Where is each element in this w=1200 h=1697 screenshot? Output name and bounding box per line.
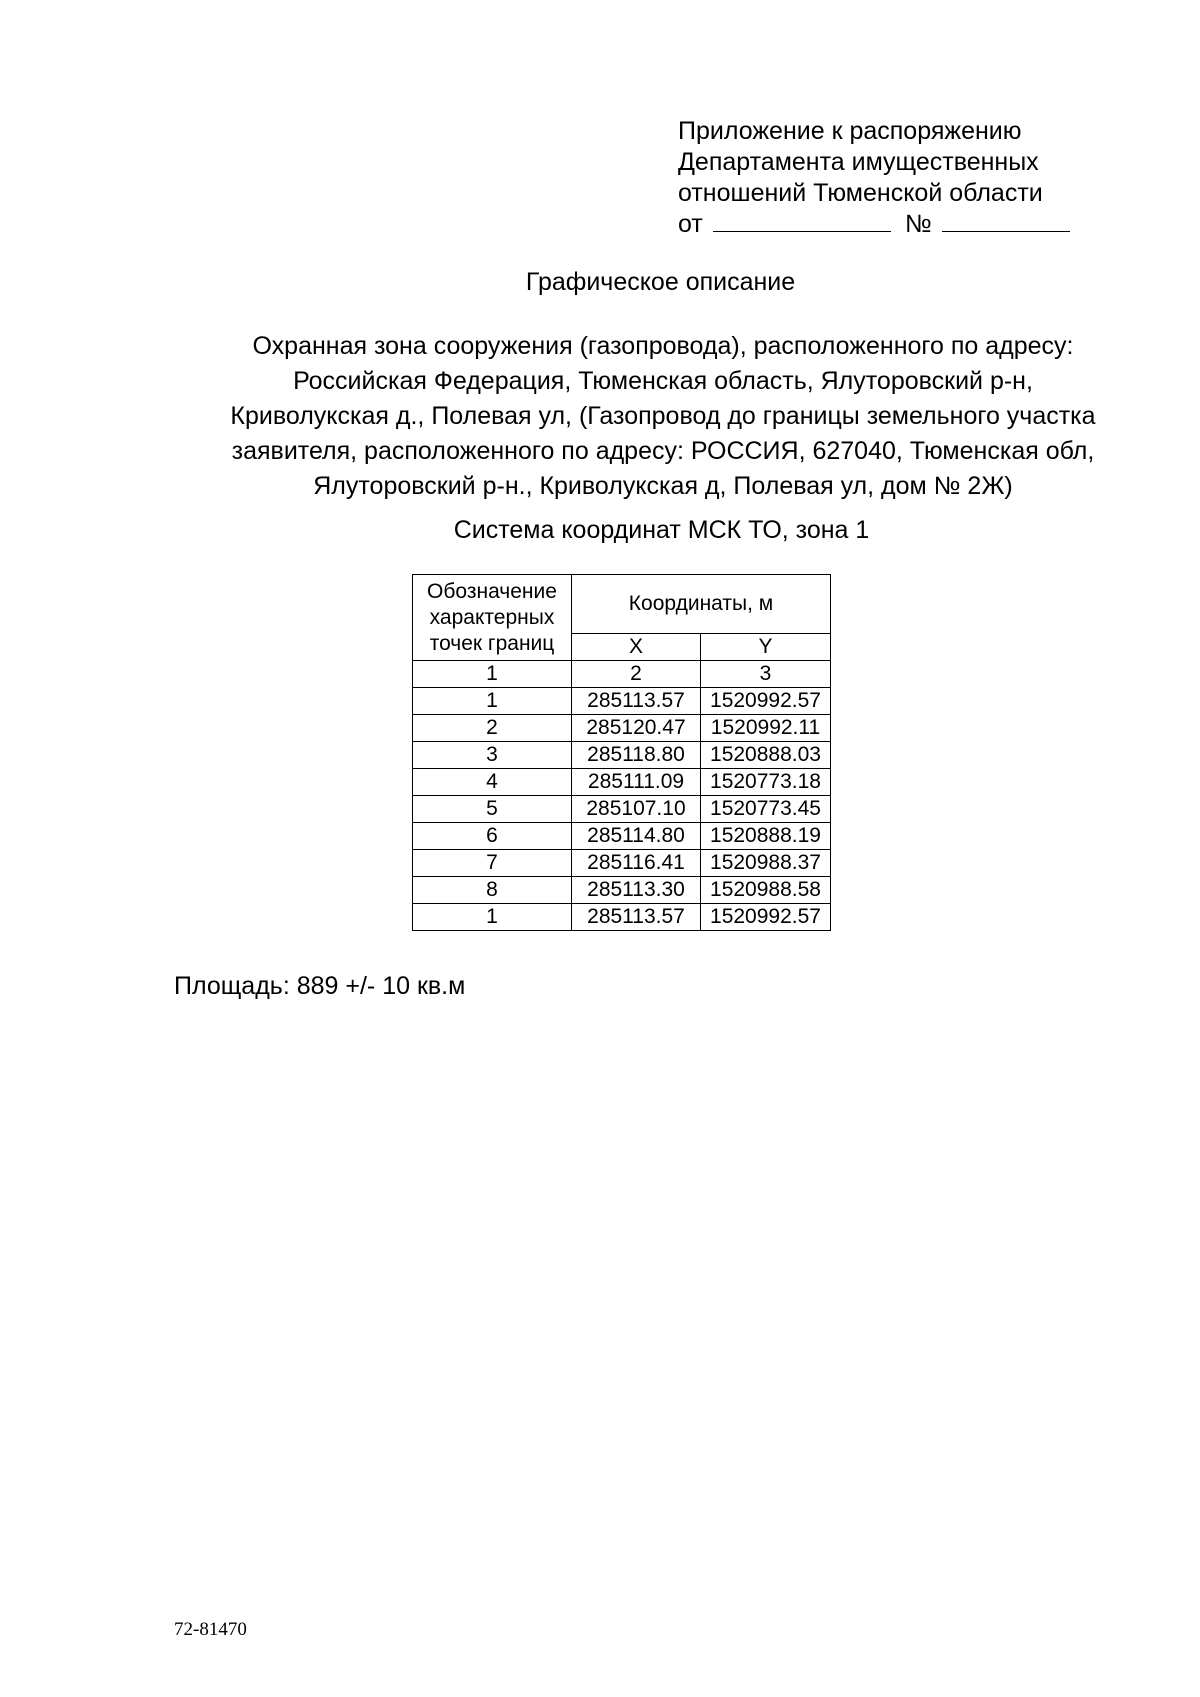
table-row	[413, 688, 831, 715]
object-line: Криволукская д., Полевая ул, (Газопровод до границы земельного участка	[230, 402, 1096, 430]
object-line: Ялуторовский р-н., Криволукская д, Полевая ул, дом № 2Ж)	[313, 472, 1013, 500]
table-row	[413, 850, 831, 877]
y-cell: 1520992.11	[701, 715, 831, 742]
point-cell: 1	[413, 688, 572, 715]
coordinate-system: Система координат МСК ТО, зона 1	[453, 516, 870, 544]
header-x-cell: X	[572, 634, 701, 661]
approval-line: Департамента имущественных	[678, 148, 1039, 176]
column-number-cell: 3	[701, 661, 831, 688]
y-cell: 1520988.58	[701, 877, 831, 904]
y-cell: 1520992.57	[701, 688, 831, 715]
table-row	[413, 769, 831, 796]
number-blank	[942, 209, 1070, 232]
table-row	[413, 715, 831, 742]
y-cell: 1520988.37	[701, 850, 831, 877]
point-cell: 4	[413, 769, 572, 796]
object-description	[200, 329, 1126, 504]
approval-line: Приложение к распоряжению	[678, 117, 1022, 145]
header-point-cell	[413, 575, 572, 661]
table-column-numbers-row	[413, 661, 831, 688]
y-cell: 1520888.19	[701, 823, 831, 850]
x-cell: 285114.80	[572, 823, 701, 850]
date-blank	[713, 209, 891, 232]
object-line: Российская Федерация, Тюменская область, Ялуторовский р-н,	[293, 367, 1033, 395]
registration-number: 72-81470	[174, 1619, 247, 1640]
approval-date-number-line	[678, 209, 1070, 240]
y-cell: 1520992.57	[701, 904, 831, 931]
x-cell: 285111.09	[572, 769, 701, 796]
approval-block	[678, 116, 1070, 240]
y-cell: 1520888.03	[701, 742, 831, 769]
point-cell: 5	[413, 796, 572, 823]
header-point-line: характерных	[429, 605, 555, 629]
y-cell: 1520773.18	[701, 769, 831, 796]
point-cell: 6	[413, 823, 572, 850]
table-row	[413, 904, 831, 931]
table-row	[413, 796, 831, 823]
from-label: от	[678, 210, 703, 238]
header-point-line: точек границ	[429, 631, 555, 655]
area-text: Площадь: 889 +/- 10 кв.м	[174, 972, 466, 1000]
x-cell: 285107.10	[572, 796, 701, 823]
table-row	[413, 823, 831, 850]
table-row	[413, 877, 831, 904]
point-cell: 3	[413, 742, 572, 769]
column-number-cell: 1	[413, 661, 572, 688]
x-cell: 285116.41	[572, 850, 701, 877]
column-number-cell: 2	[572, 661, 701, 688]
x-cell: 285113.57	[572, 904, 701, 931]
coordinates-table	[412, 574, 831, 931]
point-cell: 7	[413, 850, 572, 877]
point-cell: 8	[413, 877, 572, 904]
x-cell: 285113.30	[572, 877, 701, 904]
document-title: Графическое описание	[525, 268, 796, 296]
number-label: №	[904, 210, 932, 238]
header-y-cell: Y	[701, 634, 831, 661]
x-cell: 285120.47	[572, 715, 701, 742]
approval-line: отношений Тюменской области	[678, 179, 1043, 207]
header-point-line: Обозначение	[427, 579, 557, 603]
x-cell: 285118.80	[572, 742, 701, 769]
point-cell: 1	[413, 904, 572, 931]
object-line: Охранная зона сооружения (газопровода), расположенного по адресу:	[252, 332, 1074, 360]
y-cell: 1520773.45	[701, 796, 831, 823]
x-cell: 285113.57	[572, 688, 701, 715]
table-row	[413, 742, 831, 769]
header-coords-cell: Координаты, м	[572, 575, 831, 634]
table-header-row	[413, 575, 831, 634]
object-line: заявителя, расположенного по адресу: РОССИЯ, 627040, Тюменская обл,	[231, 437, 1095, 465]
point-cell: 2	[413, 715, 572, 742]
